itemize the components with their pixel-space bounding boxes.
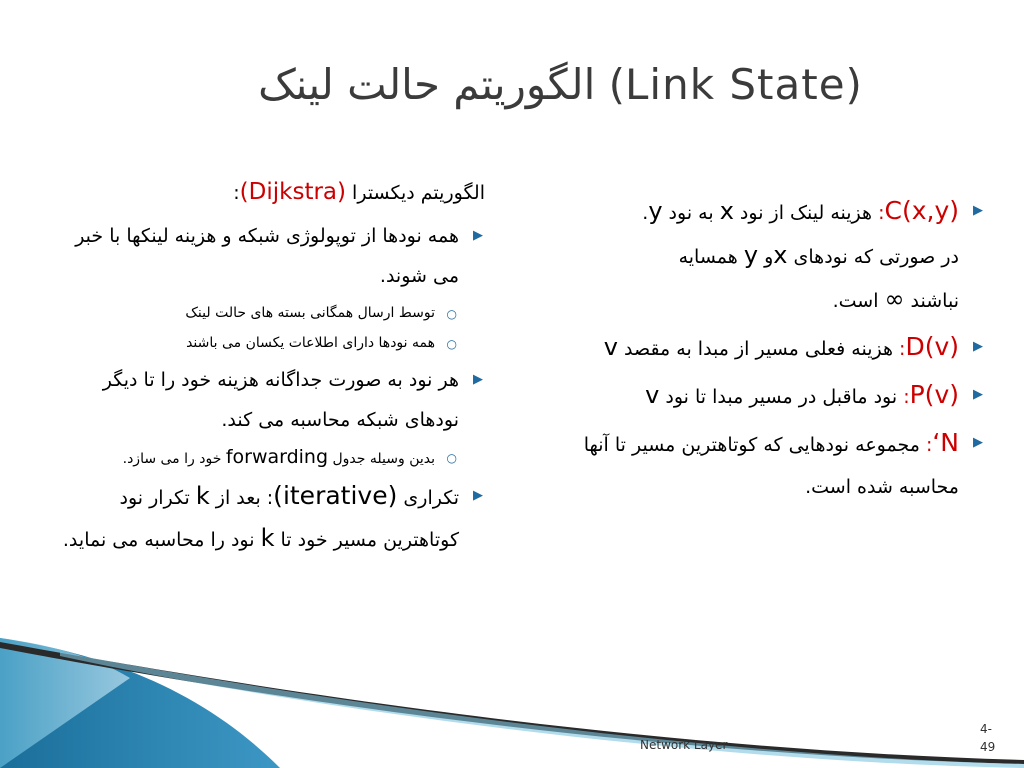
sub-item-forwarding [45, 444, 485, 472]
definition-text: است. [832, 290, 885, 312]
definitions-list [540, 190, 985, 512]
note-text: همه نودها از توپولوژی شبکه و هزینه لینکها با خبر می شوند. [75, 225, 459, 287]
page-number-line2: 49 [980, 740, 996, 754]
definition-item-distance [540, 326, 985, 370]
triangle-bullet-icon: ▶ [473, 228, 483, 243]
sub-text: همه نودها دارای اطلاعات یکسان می باشند [186, 335, 435, 351]
term-nprime: N‘ [932, 428, 959, 457]
definition-item-nset [540, 422, 985, 508]
var-v: v [645, 381, 660, 409]
sub-item-broadcast [45, 300, 485, 326]
var-k: k [195, 482, 210, 510]
term-dv: D(v) [905, 332, 959, 361]
var-x: x [773, 241, 788, 269]
forwarding-term: forwarding [225, 446, 329, 468]
term-colon: : [903, 386, 910, 408]
definition-text: مجموعه نودهایی که کوتاهترین مسیر تا آنها محاسبه شده است. [583, 434, 959, 498]
circle-bullet-icon: ○ [446, 451, 457, 465]
var-y: y [743, 241, 759, 269]
circle-bullet-icon: ○ [446, 337, 457, 351]
infinity-symbol: ∞ [884, 285, 905, 313]
var-v: v [603, 333, 618, 361]
note-item-compute-cost [45, 360, 485, 440]
triangle-bullet-icon: ▶ [973, 387, 983, 402]
definition-text: . [642, 202, 649, 224]
definition-text: در صورتی که نودهای [787, 246, 959, 268]
triangle-bullet-icon: ▶ [973, 203, 983, 218]
iterative-term: (iterative) [273, 481, 398, 510]
sub-text: توسط ارسال همگانی بسته های حالت لینک [185, 305, 435, 321]
note-text: نود را محاسبه می نماید. [62, 529, 261, 551]
dijkstra-intro [45, 175, 485, 210]
term-dijkstra: (Dijkstra) [239, 179, 347, 205]
term-colon: : [899, 338, 906, 360]
var-k: k [260, 524, 275, 552]
triangle-bullet-icon: ▶ [973, 435, 983, 450]
note-text: تکراری [397, 487, 459, 509]
definition-text: به نود [662, 202, 720, 224]
note-text: هر نود به صورت جداگانه هزینه خود را تا دیگر نودهای شبکه محاسبه می کند. [102, 369, 459, 431]
footer-label: Network Layer [640, 738, 728, 752]
note-text: تکرار نود کوتاهترین مسیر خود تا [119, 487, 459, 551]
triangle-bullet-icon: ▶ [473, 372, 483, 387]
term-cxy: C(x,y) [884, 196, 959, 225]
sub-text: بدین وسیله جدول [328, 451, 435, 467]
term-colon: : [878, 202, 885, 224]
definition-item-predecessor [540, 374, 985, 418]
note-item-iterative [45, 476, 485, 560]
triangle-bullet-icon: ▶ [473, 488, 483, 503]
definition-text: هزینه فعلی مسیر از مبدا به مقصد [617, 338, 900, 360]
circle-bullet-icon: ○ [446, 307, 457, 321]
slide-title: الگوریتم حالت لینک (Link State) [258, 60, 862, 109]
sub-item-same-info [45, 330, 485, 356]
page-number [980, 720, 1006, 756]
term-colon: : [925, 434, 933, 456]
page-number-line1: 4- [980, 722, 992, 736]
decorative-wave [0, 638, 1024, 768]
definition-text: نباشند [904, 290, 959, 312]
note-text: : بعد از [209, 487, 274, 509]
var-x: x [719, 197, 734, 225]
definition-text: و [758, 246, 774, 268]
intro-colon: : [233, 182, 240, 204]
definition-text: همسایه [678, 246, 744, 268]
term-pv: P(v) [909, 380, 959, 409]
note-item-topology [45, 216, 485, 296]
intro-text: الگوریتم دیکسترا [346, 182, 485, 204]
dijkstra-notes [45, 175, 485, 564]
sub-text: خود را می سازد. [122, 451, 226, 467]
definition-text: هزینه لینک از نود [733, 202, 879, 224]
var-y: y [648, 197, 663, 225]
definition-item-cost [540, 190, 985, 322]
definition-text: نود ماقبل در مسیر مبدا تا نود [659, 386, 904, 408]
triangle-bullet-icon: ▶ [973, 339, 983, 354]
